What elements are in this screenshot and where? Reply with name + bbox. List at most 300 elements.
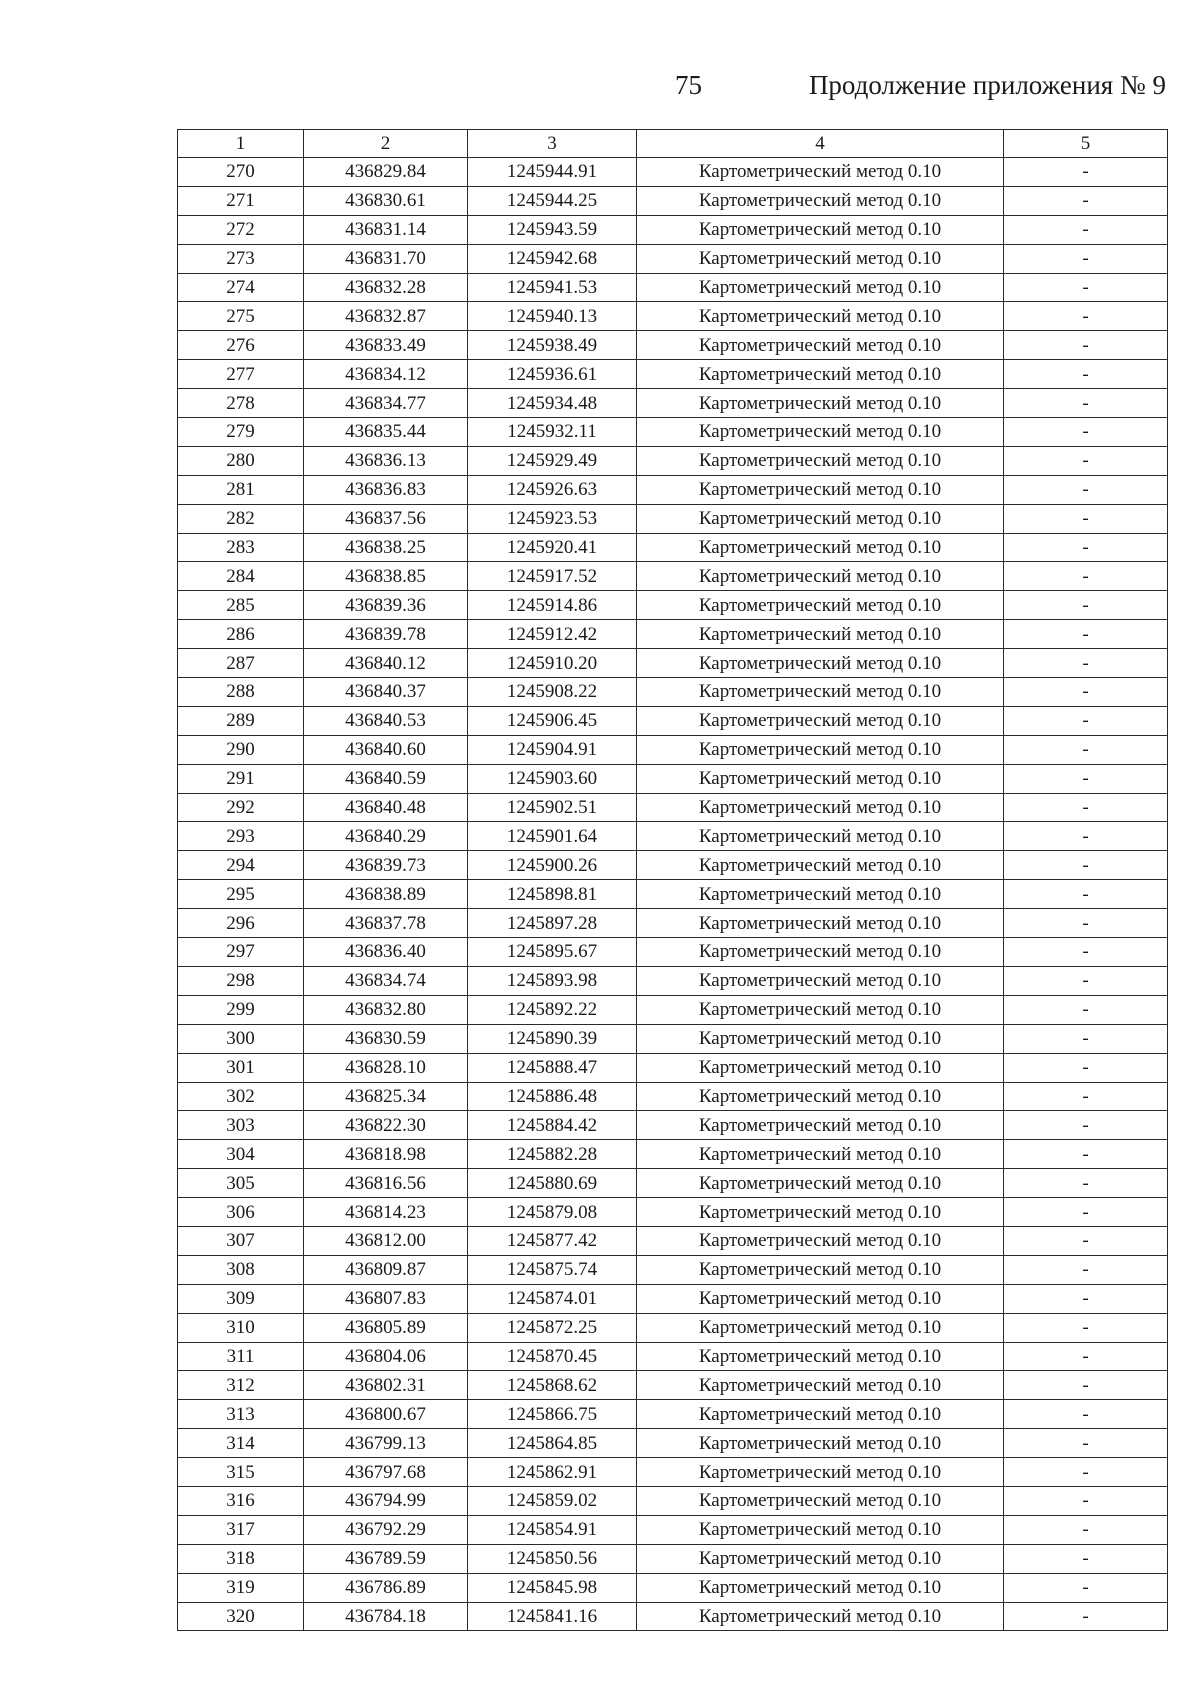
- column-header-3: 3: [468, 130, 637, 158]
- y-coordinate-cell: 1245866.75: [468, 1400, 637, 1429]
- table-row: [178, 851, 1168, 880]
- point-number-cell: 318: [178, 1544, 304, 1573]
- note-cell: -: [1004, 1602, 1168, 1631]
- y-coordinate-cell: 1245904.91: [468, 735, 637, 764]
- table-row: [178, 1400, 1168, 1429]
- y-coordinate-cell: 1245940.13: [468, 302, 637, 331]
- note-cell: -: [1004, 1515, 1168, 1544]
- x-coordinate-cell: 436794.99: [304, 1486, 468, 1515]
- point-number-cell: 320: [178, 1602, 304, 1631]
- table-row: [178, 1255, 1168, 1284]
- method-cell: Картометрический метод 0.10: [637, 302, 1004, 331]
- method-cell: Картометрический метод 0.10: [637, 793, 1004, 822]
- point-number-cell: 301: [178, 1053, 304, 1082]
- x-coordinate-cell: 436840.48: [304, 793, 468, 822]
- note-cell: -: [1004, 1024, 1168, 1053]
- method-cell: Картометрический метод 0.10: [637, 764, 1004, 793]
- point-number-cell: 290: [178, 735, 304, 764]
- y-coordinate-cell: 1245910.20: [468, 649, 637, 678]
- appendix-caption: Продолжение приложения № 9: [808, 70, 1166, 100]
- note-cell: -: [1004, 591, 1168, 620]
- note-cell: -: [1004, 880, 1168, 909]
- note-cell: -: [1004, 1342, 1168, 1371]
- method-cell: Картометрический метод 0.10: [637, 273, 1004, 302]
- note-cell: -: [1004, 1255, 1168, 1284]
- point-number-cell: 314: [178, 1429, 304, 1458]
- method-cell: Картометрический метод 0.10: [637, 1198, 1004, 1227]
- method-cell: Картометрический метод 0.10: [637, 706, 1004, 735]
- point-number-cell: 282: [178, 504, 304, 533]
- y-coordinate-cell: 1245886.48: [468, 1082, 637, 1111]
- method-cell: Картометрический метод 0.10: [637, 1169, 1004, 1198]
- page-header: [0, 70, 1200, 110]
- note-cell: -: [1004, 1284, 1168, 1313]
- method-cell: Картометрический метод 0.10: [637, 475, 1004, 504]
- method-cell: Картометрический метод 0.10: [637, 331, 1004, 360]
- table-row: [178, 1111, 1168, 1140]
- table-row: [178, 1544, 1168, 1573]
- y-coordinate-cell: 1245892.22: [468, 995, 637, 1024]
- method-cell: Картометрический метод 0.10: [637, 504, 1004, 533]
- point-number-cell: 300: [178, 1024, 304, 1053]
- point-number-cell: 307: [178, 1226, 304, 1255]
- note-cell: -: [1004, 1544, 1168, 1573]
- method-cell: Картометрический метод 0.10: [637, 880, 1004, 909]
- point-number-cell: 298: [178, 966, 304, 995]
- y-coordinate-cell: 1245898.81: [468, 880, 637, 909]
- method-cell: Картометрический метод 0.10: [637, 1226, 1004, 1255]
- method-cell: Картометрический метод 0.10: [637, 995, 1004, 1024]
- table-row: [178, 302, 1168, 331]
- point-number-cell: 285: [178, 591, 304, 620]
- y-coordinate-cell: 1245897.28: [468, 909, 637, 938]
- table-row: [178, 1371, 1168, 1400]
- table-row: [178, 880, 1168, 909]
- x-coordinate-cell: 436802.31: [304, 1371, 468, 1400]
- table-row: [178, 1458, 1168, 1487]
- y-coordinate-cell: 1245880.69: [468, 1169, 637, 1198]
- note-cell: -: [1004, 1198, 1168, 1227]
- method-cell: Картометрический метод 0.10: [637, 909, 1004, 938]
- x-coordinate-cell: 436840.60: [304, 735, 468, 764]
- method-cell: Картометрический метод 0.10: [637, 418, 1004, 447]
- note-cell: -: [1004, 186, 1168, 215]
- point-number-cell: 292: [178, 793, 304, 822]
- note-cell: -: [1004, 1458, 1168, 1487]
- y-coordinate-cell: 1245903.60: [468, 764, 637, 793]
- table-row: [178, 504, 1168, 533]
- y-coordinate-cell: 1245874.01: [468, 1284, 637, 1313]
- table-row: [178, 706, 1168, 735]
- note-cell: -: [1004, 273, 1168, 302]
- x-coordinate-cell: 436835.44: [304, 418, 468, 447]
- table-row: [178, 186, 1168, 215]
- point-number-cell: 308: [178, 1255, 304, 1284]
- x-coordinate-cell: 436838.25: [304, 533, 468, 562]
- x-coordinate-cell: 436838.85: [304, 562, 468, 591]
- x-coordinate-cell: 436831.70: [304, 244, 468, 273]
- method-cell: Картометрический метод 0.10: [637, 1111, 1004, 1140]
- table-row: [178, 533, 1168, 562]
- note-cell: -: [1004, 1169, 1168, 1198]
- method-cell: Картометрический метод 0.10: [637, 1486, 1004, 1515]
- point-number-cell: 288: [178, 678, 304, 707]
- method-cell: Картометрический метод 0.10: [637, 1573, 1004, 1602]
- y-coordinate-cell: 1245862.91: [468, 1458, 637, 1487]
- point-number-cell: 319: [178, 1573, 304, 1602]
- x-coordinate-cell: 436839.78: [304, 620, 468, 649]
- y-coordinate-cell: 1245888.47: [468, 1053, 637, 1082]
- y-coordinate-cell: 1245841.16: [468, 1602, 637, 1631]
- note-cell: -: [1004, 418, 1168, 447]
- table-row: [178, 966, 1168, 995]
- x-coordinate-cell: 436807.83: [304, 1284, 468, 1313]
- table-header-row: [178, 130, 1168, 158]
- x-coordinate-cell: 436834.12: [304, 360, 468, 389]
- point-number-cell: 302: [178, 1082, 304, 1111]
- x-coordinate-cell: 436786.89: [304, 1573, 468, 1602]
- y-coordinate-cell: 1245944.25: [468, 186, 637, 215]
- table-row: [178, 1602, 1168, 1631]
- y-coordinate-cell: 1245901.64: [468, 822, 637, 851]
- x-coordinate-cell: 436829.84: [304, 158, 468, 187]
- y-coordinate-cell: 1245882.28: [468, 1140, 637, 1169]
- note-cell: -: [1004, 678, 1168, 707]
- point-number-cell: 274: [178, 273, 304, 302]
- x-coordinate-cell: 436797.68: [304, 1458, 468, 1487]
- y-coordinate-cell: 1245934.48: [468, 389, 637, 418]
- y-coordinate-cell: 1245908.22: [468, 678, 637, 707]
- method-cell: Картометрический метод 0.10: [637, 822, 1004, 851]
- table-row: [178, 1515, 1168, 1544]
- note-cell: -: [1004, 1486, 1168, 1515]
- y-coordinate-cell: 1245890.39: [468, 1024, 637, 1053]
- table-row: [178, 331, 1168, 360]
- method-cell: Картометрический метод 0.10: [637, 186, 1004, 215]
- note-cell: -: [1004, 1140, 1168, 1169]
- table-row: [178, 1429, 1168, 1458]
- x-coordinate-cell: 436825.34: [304, 1082, 468, 1111]
- method-cell: Картометрический метод 0.10: [637, 591, 1004, 620]
- point-number-cell: 306: [178, 1198, 304, 1227]
- x-coordinate-cell: 436838.89: [304, 880, 468, 909]
- y-coordinate-cell: 1245923.53: [468, 504, 637, 533]
- x-coordinate-cell: 436830.61: [304, 186, 468, 215]
- method-cell: Картометрический метод 0.10: [637, 1400, 1004, 1429]
- point-number-cell: 317: [178, 1515, 304, 1544]
- note-cell: -: [1004, 1053, 1168, 1082]
- note-cell: -: [1004, 995, 1168, 1024]
- table-row: [178, 360, 1168, 389]
- note-cell: -: [1004, 764, 1168, 793]
- y-coordinate-cell: 1245944.91: [468, 158, 637, 187]
- note-cell: -: [1004, 446, 1168, 475]
- y-coordinate-cell: 1245884.42: [468, 1111, 637, 1140]
- x-coordinate-cell: 436784.18: [304, 1602, 468, 1631]
- method-cell: Картометрический метод 0.10: [637, 1313, 1004, 1342]
- method-cell: Картометрический метод 0.10: [637, 1255, 1004, 1284]
- x-coordinate-cell: 436828.10: [304, 1053, 468, 1082]
- table-row: [178, 1486, 1168, 1515]
- y-coordinate-cell: 1245936.61: [468, 360, 637, 389]
- x-coordinate-cell: 436836.13: [304, 446, 468, 475]
- table-row: [178, 446, 1168, 475]
- point-number-cell: 272: [178, 215, 304, 244]
- point-number-cell: 283: [178, 533, 304, 562]
- table-header: [178, 130, 1168, 158]
- point-number-cell: 276: [178, 331, 304, 360]
- y-coordinate-cell: 1245920.41: [468, 533, 637, 562]
- y-coordinate-cell: 1245870.45: [468, 1342, 637, 1371]
- note-cell: -: [1004, 851, 1168, 880]
- point-number-cell: 295: [178, 880, 304, 909]
- method-cell: Картометрический метод 0.10: [637, 1515, 1004, 1544]
- note-cell: -: [1004, 1082, 1168, 1111]
- y-coordinate-cell: 1245926.63: [468, 475, 637, 504]
- method-cell: Картометрический метод 0.10: [637, 678, 1004, 707]
- y-coordinate-cell: 1245864.85: [468, 1429, 637, 1458]
- note-cell: -: [1004, 244, 1168, 273]
- table-row: [178, 678, 1168, 707]
- table-row: [178, 1226, 1168, 1255]
- method-cell: Картометрический метод 0.10: [637, 735, 1004, 764]
- table-row: [178, 475, 1168, 504]
- table-row: [178, 158, 1168, 187]
- point-number-cell: 291: [178, 764, 304, 793]
- point-number-cell: 310: [178, 1313, 304, 1342]
- y-coordinate-cell: 1245859.02: [468, 1486, 637, 1515]
- note-cell: -: [1004, 966, 1168, 995]
- y-coordinate-cell: 1245942.68: [468, 244, 637, 273]
- method-cell: Картометрический метод 0.10: [637, 1140, 1004, 1169]
- note-cell: -: [1004, 1313, 1168, 1342]
- table-row: [178, 562, 1168, 591]
- x-coordinate-cell: 436840.12: [304, 649, 468, 678]
- y-coordinate-cell: 1245850.56: [468, 1544, 637, 1573]
- point-number-cell: 315: [178, 1458, 304, 1487]
- point-number-cell: 284: [178, 562, 304, 591]
- y-coordinate-cell: 1245941.53: [468, 273, 637, 302]
- table-row: [178, 1140, 1168, 1169]
- point-number-cell: 293: [178, 822, 304, 851]
- note-cell: -: [1004, 475, 1168, 504]
- table-body: [178, 158, 1168, 1631]
- y-coordinate-cell: 1245917.52: [468, 562, 637, 591]
- table-row: [178, 1342, 1168, 1371]
- column-header-5: 5: [1004, 130, 1168, 158]
- x-coordinate-cell: 436799.13: [304, 1429, 468, 1458]
- x-coordinate-cell: 436839.73: [304, 851, 468, 880]
- y-coordinate-cell: 1245914.86: [468, 591, 637, 620]
- point-number-cell: 304: [178, 1140, 304, 1169]
- method-cell: Картометрический метод 0.10: [637, 1602, 1004, 1631]
- method-cell: Картометрический метод 0.10: [637, 1082, 1004, 1111]
- note-cell: -: [1004, 331, 1168, 360]
- point-number-cell: 303: [178, 1111, 304, 1140]
- note-cell: -: [1004, 620, 1168, 649]
- page-number: 75: [675, 70, 702, 100]
- table-row: [178, 822, 1168, 851]
- point-number-cell: 309: [178, 1284, 304, 1313]
- note-cell: -: [1004, 1371, 1168, 1400]
- y-coordinate-cell: 1245879.08: [468, 1198, 637, 1227]
- note-cell: -: [1004, 649, 1168, 678]
- y-coordinate-cell: 1245900.26: [468, 851, 637, 880]
- point-number-cell: 279: [178, 418, 304, 447]
- y-coordinate-cell: 1245893.98: [468, 966, 637, 995]
- table-row: [178, 1082, 1168, 1111]
- note-cell: -: [1004, 1226, 1168, 1255]
- y-coordinate-cell: 1245877.42: [468, 1226, 637, 1255]
- x-coordinate-cell: 436816.56: [304, 1169, 468, 1198]
- table-row: [178, 418, 1168, 447]
- x-coordinate-cell: 436837.78: [304, 909, 468, 938]
- x-coordinate-cell: 436840.37: [304, 678, 468, 707]
- point-number-cell: 281: [178, 475, 304, 504]
- column-header-1: 1: [178, 130, 304, 158]
- x-coordinate-cell: 436834.74: [304, 966, 468, 995]
- table-row: [178, 591, 1168, 620]
- point-number-cell: 316: [178, 1486, 304, 1515]
- note-cell: -: [1004, 1111, 1168, 1140]
- method-cell: Картометрический метод 0.10: [637, 389, 1004, 418]
- y-coordinate-cell: 1245872.25: [468, 1313, 637, 1342]
- coordinates-table: [177, 129, 1168, 1631]
- method-cell: Картометрический метод 0.10: [637, 562, 1004, 591]
- point-number-cell: 275: [178, 302, 304, 331]
- table-row: [178, 938, 1168, 967]
- x-coordinate-cell: 436833.49: [304, 331, 468, 360]
- method-cell: Картометрический метод 0.10: [637, 1458, 1004, 1487]
- table-row: [178, 1198, 1168, 1227]
- x-coordinate-cell: 436836.40: [304, 938, 468, 967]
- point-number-cell: 313: [178, 1400, 304, 1429]
- note-cell: -: [1004, 360, 1168, 389]
- point-number-cell: 270: [178, 158, 304, 187]
- table-row: [178, 389, 1168, 418]
- note-cell: -: [1004, 215, 1168, 244]
- x-coordinate-cell: 436805.89: [304, 1313, 468, 1342]
- point-number-cell: 277: [178, 360, 304, 389]
- x-coordinate-cell: 436789.59: [304, 1544, 468, 1573]
- x-coordinate-cell: 436840.53: [304, 706, 468, 735]
- point-number-cell: 278: [178, 389, 304, 418]
- table-row: [178, 1024, 1168, 1053]
- method-cell: Картометрический метод 0.10: [637, 1024, 1004, 1053]
- method-cell: Картометрический метод 0.10: [637, 1429, 1004, 1458]
- point-number-cell: 294: [178, 851, 304, 880]
- point-number-cell: 280: [178, 446, 304, 475]
- note-cell: -: [1004, 735, 1168, 764]
- x-coordinate-cell: 436804.06: [304, 1342, 468, 1371]
- x-coordinate-cell: 436822.30: [304, 1111, 468, 1140]
- method-cell: Картометрический метод 0.10: [637, 1342, 1004, 1371]
- method-cell: Картометрический метод 0.10: [637, 215, 1004, 244]
- x-coordinate-cell: 436800.67: [304, 1400, 468, 1429]
- y-coordinate-cell: 1245868.62: [468, 1371, 637, 1400]
- x-coordinate-cell: 436836.83: [304, 475, 468, 504]
- method-cell: Картометрический метод 0.10: [637, 649, 1004, 678]
- method-cell: Картометрический метод 0.10: [637, 244, 1004, 273]
- y-coordinate-cell: 1245845.98: [468, 1573, 637, 1602]
- y-coordinate-cell: 1245943.59: [468, 215, 637, 244]
- x-coordinate-cell: 436818.98: [304, 1140, 468, 1169]
- note-cell: -: [1004, 1573, 1168, 1602]
- table-row: [178, 793, 1168, 822]
- note-cell: -: [1004, 533, 1168, 562]
- method-cell: Картометрический метод 0.10: [637, 938, 1004, 967]
- note-cell: -: [1004, 504, 1168, 533]
- method-cell: Картометрический метод 0.10: [637, 360, 1004, 389]
- method-cell: Картометрический метод 0.10: [637, 533, 1004, 562]
- x-coordinate-cell: 436812.00: [304, 1226, 468, 1255]
- point-number-cell: 312: [178, 1371, 304, 1400]
- y-coordinate-cell: 1245912.42: [468, 620, 637, 649]
- x-coordinate-cell: 436840.59: [304, 764, 468, 793]
- note-cell: -: [1004, 158, 1168, 187]
- y-coordinate-cell: 1245932.11: [468, 418, 637, 447]
- note-cell: -: [1004, 793, 1168, 822]
- note-cell: -: [1004, 1429, 1168, 1458]
- note-cell: -: [1004, 706, 1168, 735]
- table-row: [178, 620, 1168, 649]
- note-cell: -: [1004, 562, 1168, 591]
- method-cell: Картометрический метод 0.10: [637, 1544, 1004, 1573]
- point-number-cell: 296: [178, 909, 304, 938]
- y-coordinate-cell: 1245895.67: [468, 938, 637, 967]
- point-number-cell: 297: [178, 938, 304, 967]
- y-coordinate-cell: 1245938.49: [468, 331, 637, 360]
- y-coordinate-cell: 1245906.45: [468, 706, 637, 735]
- method-cell: Картометрический метод 0.10: [637, 1284, 1004, 1313]
- y-coordinate-cell: 1245875.74: [468, 1255, 637, 1284]
- x-coordinate-cell: 436832.87: [304, 302, 468, 331]
- x-coordinate-cell: 436832.28: [304, 273, 468, 302]
- x-coordinate-cell: 436830.59: [304, 1024, 468, 1053]
- table-row: [178, 764, 1168, 793]
- point-number-cell: 299: [178, 995, 304, 1024]
- note-cell: -: [1004, 909, 1168, 938]
- point-number-cell: 289: [178, 706, 304, 735]
- method-cell: Картометрический метод 0.10: [637, 966, 1004, 995]
- table-row: [178, 215, 1168, 244]
- table-row: [178, 1053, 1168, 1082]
- column-header-4: 4: [637, 130, 1004, 158]
- table-row: [178, 995, 1168, 1024]
- point-number-cell: 287: [178, 649, 304, 678]
- y-coordinate-cell: 1245854.91: [468, 1515, 637, 1544]
- x-coordinate-cell: 436809.87: [304, 1255, 468, 1284]
- table-row: [178, 273, 1168, 302]
- table-row: [178, 1169, 1168, 1198]
- table-row: [178, 244, 1168, 273]
- note-cell: -: [1004, 302, 1168, 331]
- table-row: [178, 1284, 1168, 1313]
- column-header-2: 2: [304, 130, 468, 158]
- table-row: [178, 735, 1168, 764]
- x-coordinate-cell: 436839.36: [304, 591, 468, 620]
- table-row: [178, 1313, 1168, 1342]
- method-cell: Картометрический метод 0.10: [637, 620, 1004, 649]
- note-cell: -: [1004, 822, 1168, 851]
- note-cell: -: [1004, 938, 1168, 967]
- point-number-cell: 305: [178, 1169, 304, 1198]
- y-coordinate-cell: 1245929.49: [468, 446, 637, 475]
- table-row: [178, 1573, 1168, 1602]
- x-coordinate-cell: 436837.56: [304, 504, 468, 533]
- table-row: [178, 649, 1168, 678]
- point-number-cell: 286: [178, 620, 304, 649]
